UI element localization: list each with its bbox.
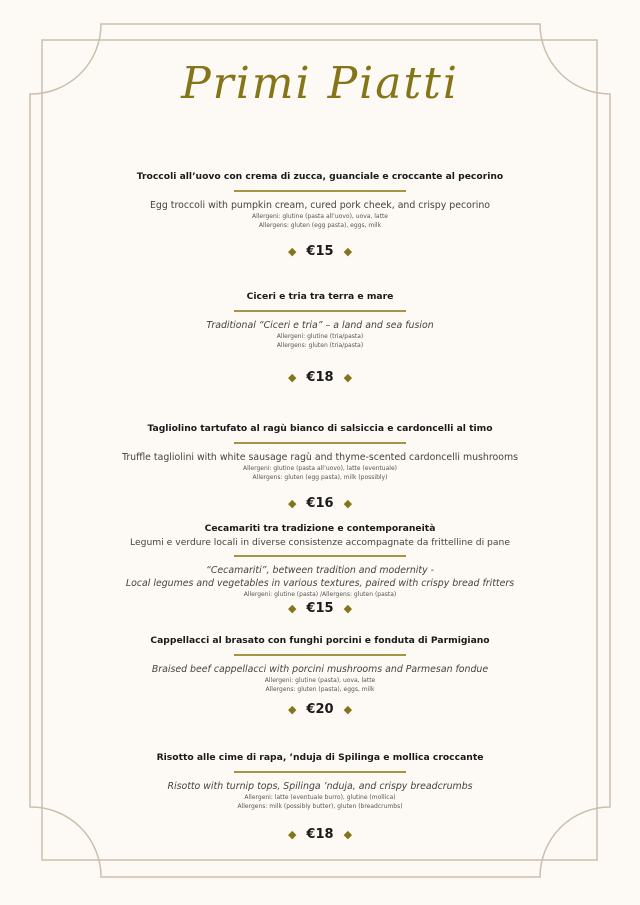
price-value: €15 bbox=[306, 244, 334, 259]
dish-item bbox=[0, 522, 640, 616]
allergens-it: Allergeni: glutine (tria/pasta) bbox=[276, 333, 364, 340]
price bbox=[0, 827, 640, 842]
dish-description: Risotto with turnip tops, Spilinga ’nduja, and crispy breadcrumbs bbox=[167, 781, 473, 792]
price bbox=[0, 601, 640, 616]
dish-item bbox=[0, 634, 640, 717]
dish-description: Truffle tagliolini with white sausage ragù and thyme-scented cardoncelli mushrooms bbox=[121, 452, 519, 463]
dish-subtitle: Legumi e verdure locali in diverse consistenze accompagnate da frittelline di pane bbox=[130, 537, 510, 548]
allergens-it: Allergeni: latte (eventuale burro), glutine (mollica) bbox=[244, 794, 396, 801]
diamond-icon: ◆ bbox=[287, 371, 297, 384]
dish-name: Troccoli all’uovo con crema di zucca, guanciale e croccante al pecorino bbox=[136, 171, 504, 182]
divider bbox=[234, 555, 406, 557]
price bbox=[0, 244, 640, 259]
page-title: Primi Piatti bbox=[181, 58, 459, 109]
diamond-icon: ◆ bbox=[287, 245, 297, 258]
dish-name: Cappellacci al brasato con funghi porcini e fonduta di Parmigiano bbox=[150, 635, 490, 646]
price-value: €18 bbox=[306, 827, 334, 842]
dish-item bbox=[0, 290, 640, 385]
dish-description: “Cecamariti”, between tradition and modernity - bbox=[206, 565, 434, 576]
divider bbox=[234, 310, 406, 312]
diamond-icon: ◆ bbox=[343, 245, 353, 258]
divider bbox=[234, 190, 406, 192]
dish-name: Tagliolino tartufato al ragù bianco di salsiccia e cardoncelli al timo bbox=[147, 423, 493, 434]
dish-name: Risotto alle cime di rapa, ’nduja di Spilinga e mollica croccante bbox=[156, 752, 484, 763]
dish-name: Cecamariti tra tradizione e contemporaneità bbox=[204, 523, 436, 534]
dish-item bbox=[0, 170, 640, 259]
dish-item bbox=[0, 751, 640, 842]
price-value: €15 bbox=[306, 601, 334, 616]
price bbox=[0, 370, 640, 385]
price-value: €18 bbox=[306, 370, 334, 385]
diamond-icon: ◆ bbox=[287, 703, 297, 716]
dish-description: Egg troccoli with pumpkin cream, cured pork cheek, and crispy pecorino bbox=[149, 200, 491, 211]
diamond-icon: ◆ bbox=[343, 371, 353, 384]
dish-item bbox=[0, 422, 640, 511]
allergens-en: Allergens: gluten (egg pasta), eggs, milk bbox=[258, 222, 382, 229]
allergens-en: Allergens: gluten (tria/pasta) bbox=[276, 342, 364, 349]
diamond-icon: ◆ bbox=[343, 497, 353, 510]
dish-name: Ciceri e tria tra terra e mare bbox=[246, 291, 394, 302]
diamond-icon: ◆ bbox=[343, 703, 353, 716]
diamond-icon: ◆ bbox=[343, 602, 353, 615]
allergens-it: Allergeni: glutine (pasta all’uovo), uova, latte bbox=[251, 213, 388, 220]
allergens-it: Allergeni: glutine (pasta all’uovo), latte (eventuale) bbox=[242, 465, 397, 472]
diamond-icon: ◆ bbox=[287, 828, 297, 841]
divider bbox=[234, 442, 406, 444]
allergens-en: Allergens: gluten (pasta), eggs, milk bbox=[265, 686, 375, 693]
allergens-en: Allergens: milk (possibly butter), gluten (breadcrumbs) bbox=[237, 803, 403, 810]
price-value: €20 bbox=[306, 702, 334, 717]
allergens-it: Allergeni: glutine (pasta), uova, latte bbox=[264, 677, 376, 684]
price bbox=[0, 496, 640, 511]
price bbox=[0, 702, 640, 717]
dish-description-2: Local legumes and vegetables in various textures, paired with crispy bread fritters bbox=[125, 578, 515, 589]
divider bbox=[234, 771, 406, 773]
price-value: €16 bbox=[306, 496, 334, 511]
diamond-icon: ◆ bbox=[287, 497, 297, 510]
diamond-icon: ◆ bbox=[287, 602, 297, 615]
dish-description: Traditional “Ciceri e tria” – a land and sea fusion bbox=[206, 320, 434, 331]
divider bbox=[234, 654, 406, 656]
allergens: Allergeni: glutine (pasta) /Allergens: gluten (pasta) bbox=[243, 591, 397, 598]
allergens-en: Allergens: gluten (egg pasta), milk (possibly) bbox=[252, 474, 388, 481]
diamond-icon: ◆ bbox=[343, 828, 353, 841]
dish-description: Braised beef cappellacci with porcini mushrooms and Parmesan fondue bbox=[151, 664, 489, 675]
